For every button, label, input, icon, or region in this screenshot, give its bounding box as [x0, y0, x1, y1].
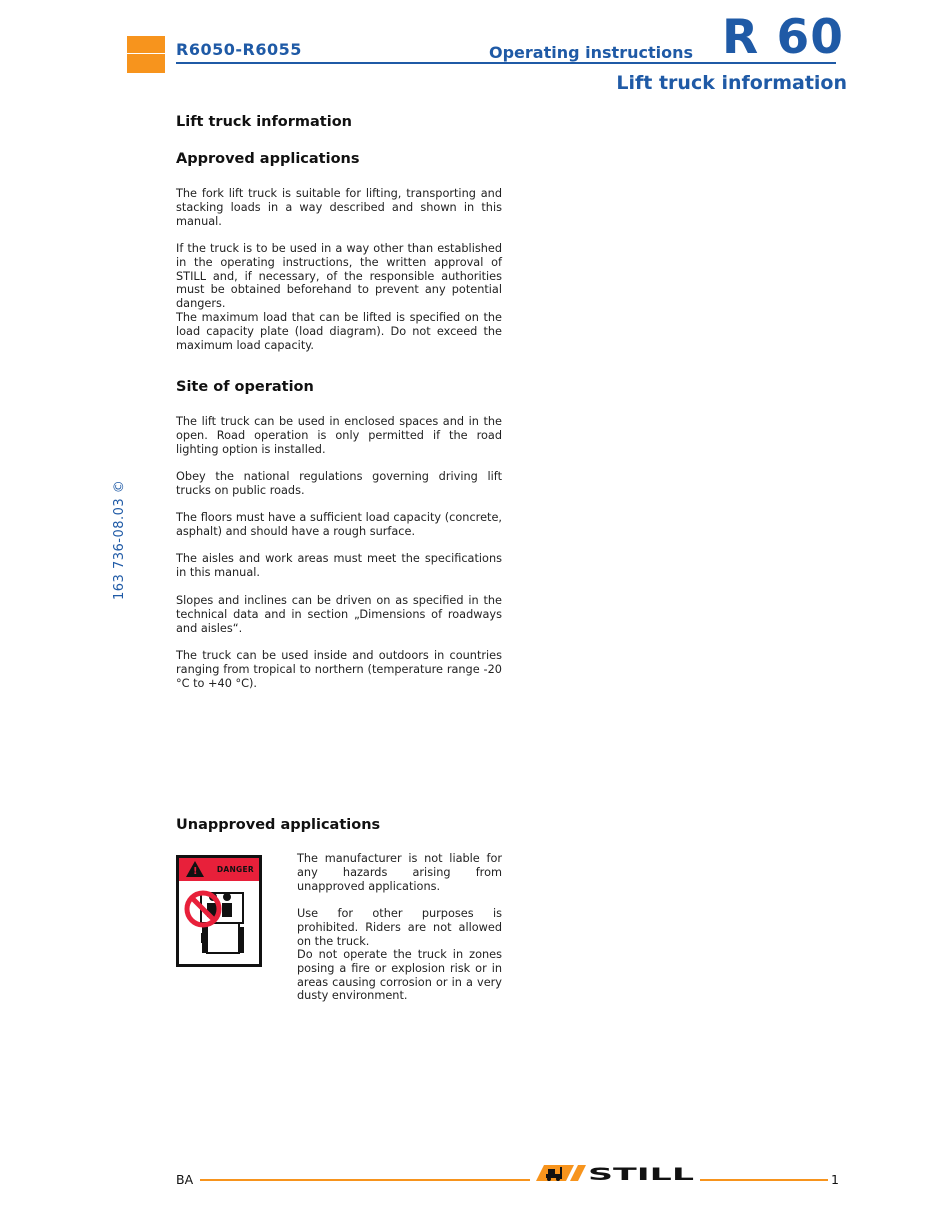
document-type: Operating instructions: [489, 43, 693, 62]
danger-label: DANGER: [216, 865, 254, 874]
paragraph: Do not operate the truck in zones posing a fire or explosion risk or in areas causing corrosion or in a very dusty environment.: [297, 948, 502, 1003]
footer-rule-right: [700, 1179, 828, 1181]
paragraph: The aisles and work areas must meet the specifications in this manual.: [176, 552, 502, 579]
model-range: R6050-R6055: [176, 40, 302, 59]
unapproved-heading: Unapproved applications: [176, 817, 381, 833]
page-heading: Lift truck information: [176, 114, 352, 130]
paragraph: The maximum load that can be lifted is specified on the load capacity plate (load diagram). Do not exceed the maximum load capacity.: [176, 311, 502, 352]
no-riders-icon: [179, 881, 259, 964]
paragraph: The floors must have a sufficient load capacity (concrete, asphalt) and should have a rough surface.: [176, 511, 502, 538]
no-riders-danger-sign-icon: [176, 855, 262, 967]
paragraph: The truck can be used inside and outdoors in countries ranging from tropical to northern (temperature range -20 °C to +40 °C).: [176, 649, 502, 690]
paragraph: Slopes and inclines can be driven on as specified in the technical data and in section „Dimensions of roadways and aisles“.: [176, 594, 502, 635]
brand-orange-block: [127, 36, 165, 73]
site-heading: Site of operation: [176, 379, 314, 395]
paragraph: If the truck is to be used in a way other than established in the operating instructions, the written approval of STILL and, if necessary, of the responsible authorities must be obtained beforehand to prevent any potential dangers.: [176, 242, 502, 311]
danger-banner: ! DANGER: [179, 858, 259, 881]
svg-text:STILL: STILL: [588, 1165, 695, 1183]
paragraph: Obey the national regulations governing driving lift trucks on public roads.: [176, 470, 502, 497]
series-title: R 60: [722, 10, 844, 65]
paragraph: The fork lift truck is suitable for lifting, transporting and stacking loads in a way described and shown in this manual.: [176, 187, 502, 228]
document-code: 163 736-08.03 ©: [112, 479, 127, 600]
paragraph: The manufacturer is not liable for any hazards arising from unapproved applications.: [297, 852, 502, 893]
footer-label: BA: [176, 1172, 194, 1187]
paragraph: Use for other purposes is prohibited. Riders are not allowed on the truck.: [297, 907, 502, 948]
page-number: 1: [831, 1172, 839, 1187]
still-logo-icon: [536, 1163, 696, 1183]
paragraph: The lift truck can be used in enclosed spaces and in the open. Road operation is only permitted if the road lighting option is installed.: [176, 415, 502, 456]
approved-heading: Approved applications: [176, 151, 360, 167]
section-title: Lift truck information: [616, 72, 847, 94]
footer-rule-left: [200, 1179, 530, 1181]
